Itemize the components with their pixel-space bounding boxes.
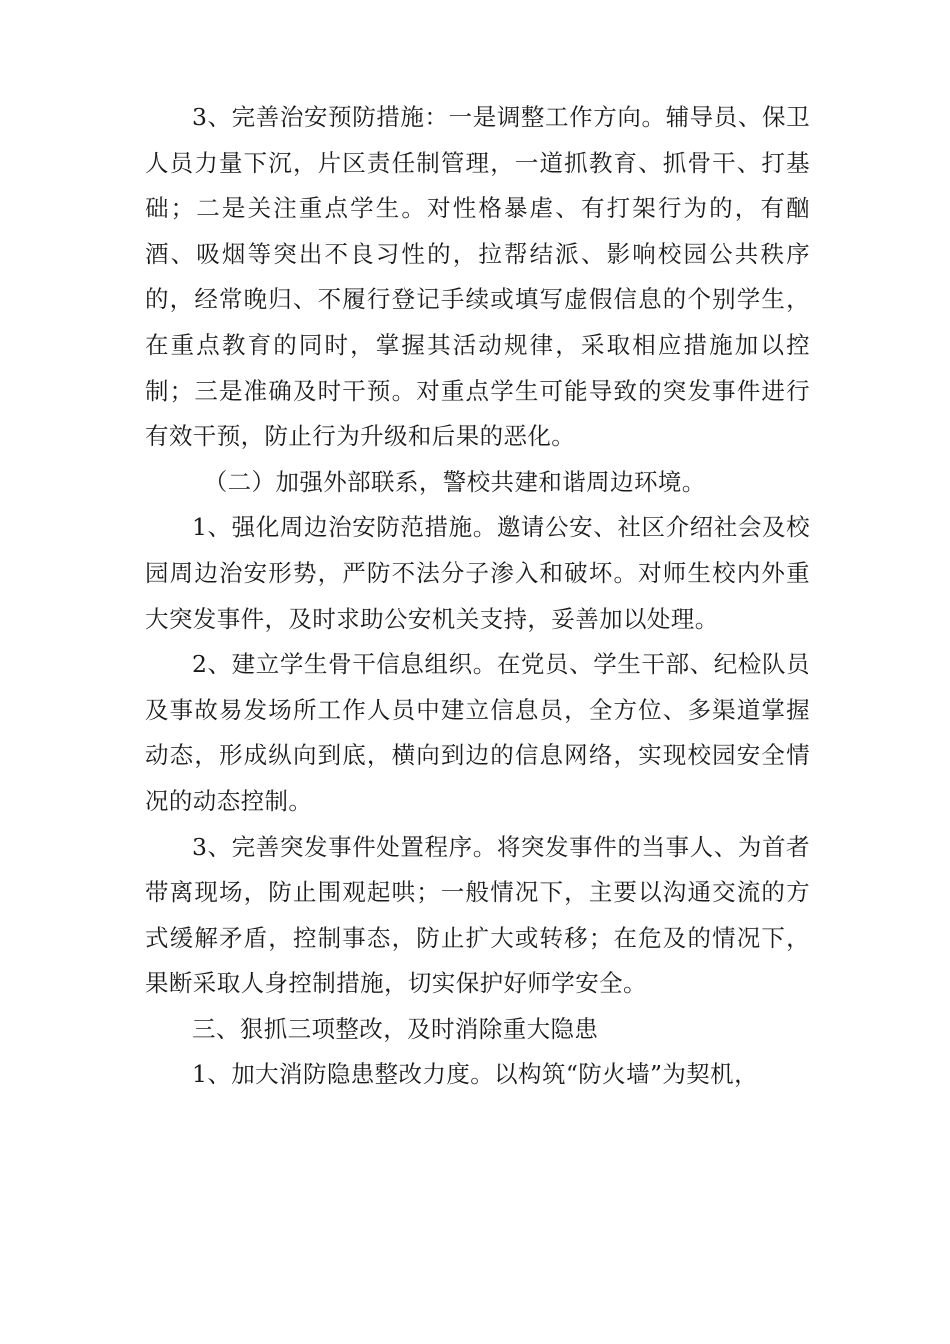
paragraph-student-informants: 2、建立学生骨干信息组织。在党员、学生干部、纪检队员及事故易发场所工作人员中建立信息员，全方位、多渠道掌握动态，形成纵向到底，横向到边的信息网络，实现校园安全情况的动态控制。	[145, 650, 810, 815]
paragraph-emergency-procedure: 3、完善突发事件处置程序。将突发事件的当事人、为首者带离现场，防止围观起哄；一般情况下，主要以沟通交流的方式缓解矛盾，控制事态，防止扩大或转移；在危及的情况下，果断采取人身控制措施，切实保护好师学安全。	[145, 832, 810, 998]
document-body	[145, 95, 810, 1098]
paragraph-security-prevention: 3、完善治安预防措施：一是调整工作方向。辅导员、保卫人员力量下沉，片区责任制管理，一道抓教育、抓骨干、打基础；二是关注重点学生。对性格暴虐、有打架行为的，有酗酒、吸烟等突出不良习性的，拉帮结派、影响校园公共秩序的，经常晚归、不履行登记手续或填写虚假信息的个别学生，在重点教育的同时，掌握其活动规律，采取相应措施加以控制；三是准确及时干预。对重点学生可能导致的突发事件进行有效干预，防止行为升级和后果的恶化。	[145, 103, 810, 451]
paragraph-fire-hazard: 1、加大消防隐患整改力度。以构筑“防火墙”为契机，	[192, 1060, 758, 1089]
paragraph-surrounding-security: 1、强化周边治安防范措施。邀请公安、社区介绍社会及校园周边治安形势，严防不法分子渗入和破坏。对师生校内外重大突发事件，及时求助公安机关支持，妥善加以处理。	[145, 513, 810, 633]
section-heading-external-liaison: （二）加强外部联系，警校共建和谐周边环境。	[203, 467, 706, 496]
section-heading-three-rectifications: 三、狠抓三项整改，及时消除重大隐患	[192, 1014, 599, 1043]
